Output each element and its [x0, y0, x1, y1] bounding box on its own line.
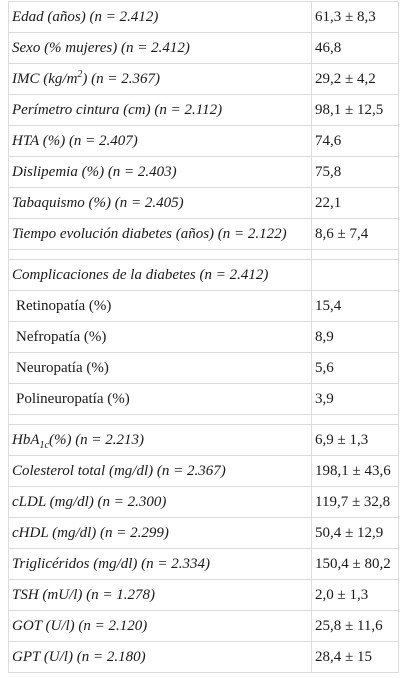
- row-label: Tabaquismo (%) (n = 2.405): [9, 188, 312, 219]
- row-value: 28,4 ± 15: [312, 642, 399, 673]
- row-value: 198,1 ± 43,6: [312, 456, 399, 487]
- row-value: 61,3 ± 8,3: [312, 2, 399, 33]
- table-row-polineuropatia: [9, 384, 399, 415]
- row-label: cLDL (mg/dl) (n = 2.300): [9, 487, 312, 518]
- hba1c-label-suffix: (%) (n = 2.213): [48, 431, 145, 448]
- row-value: 119,7 ± 32,8: [312, 487, 399, 518]
- table-row-tsh: [9, 580, 399, 611]
- table-row-cldl: [9, 487, 399, 518]
- row-value: 29,2 ± 4,2: [312, 64, 399, 95]
- row-label: Triglicéridos (mg/dl) (n = 2.334): [9, 549, 312, 580]
- hba1c-label-prefix: HbA: [12, 431, 40, 448]
- row-label: TSH (mU/l) (n = 1.278): [9, 580, 312, 611]
- imc-label-superscript: 2: [77, 68, 83, 80]
- row-label: GPT (U/l) (n = 2.180): [9, 642, 312, 673]
- row-value: 15,4: [312, 291, 399, 322]
- spacer-cell: [9, 415, 312, 425]
- table-row-nefropatia: [9, 322, 399, 353]
- imc-label-prefix: IMC (kg/m: [12, 70, 78, 87]
- imc-label-suffix: ) (n = 2.367): [82, 70, 161, 87]
- table-body: [9, 2, 399, 673]
- row-value: 75,8: [312, 157, 399, 188]
- row-label: Dislipemia (%) (n = 2.403): [9, 157, 312, 188]
- row-label: [9, 425, 312, 456]
- row-value: 150,4 ± 80,2: [312, 549, 399, 580]
- row-label: Perímetro cintura (cm) (n = 2.112): [9, 95, 312, 126]
- table-spacer-row: [9, 250, 399, 260]
- table-row-got: [9, 611, 399, 642]
- table-row-tiempo-evolucion: [9, 219, 399, 250]
- table-row-trigliceridos: [9, 549, 399, 580]
- table-row-hta: [9, 126, 399, 157]
- section-header-label: Complicaciones de la diabetes (n = 2.412): [9, 260, 312, 291]
- row-value: 3,9: [312, 384, 399, 415]
- table-row-neuropatia: [9, 353, 399, 384]
- row-label: GOT (U/l) (n = 2.120): [9, 611, 312, 642]
- table-row-imc: [9, 64, 399, 95]
- spacer-cell: [312, 250, 399, 260]
- row-value: 74,6: [312, 126, 399, 157]
- table-row-gpt: [9, 642, 399, 673]
- table-row-hba1c: [9, 425, 399, 456]
- spacer-cell: [9, 250, 312, 260]
- row-value: 46,8: [312, 33, 399, 64]
- row-value: 2,0 ± 1,3: [312, 580, 399, 611]
- row-value: 22,1: [312, 188, 399, 219]
- row-label: [9, 64, 312, 95]
- row-value: 6,9 ± 1,3: [312, 425, 399, 456]
- table-row-edad: [9, 2, 399, 33]
- row-label: Nefropatía (%): [9, 322, 312, 353]
- table-row-chdl: [9, 518, 399, 549]
- table-row-sexo: [9, 33, 399, 64]
- spacer-cell: [312, 415, 399, 425]
- row-value: 25,8 ± 11,6: [312, 611, 399, 642]
- table-row-perimetro: [9, 95, 399, 126]
- row-label: cHDL (mg/dl) (n = 2.299): [9, 518, 312, 549]
- row-label: Colesterol total (mg/dl) (n = 2.367): [9, 456, 312, 487]
- row-value: 8,6 ± 7,4: [312, 219, 399, 250]
- row-value: 8,9: [312, 322, 399, 353]
- row-label: Edad (años) (n = 2.412): [9, 2, 312, 33]
- table-row-tabaquismo: [9, 188, 399, 219]
- row-label: HTA (%) (n = 2.407): [9, 126, 312, 157]
- table-row-retinopatia: [9, 291, 399, 322]
- row-label: Polineuropatía (%): [9, 384, 312, 415]
- clinical-characteristics-table-container: [8, 1, 398, 673]
- clinical-characteristics-table: [8, 1, 399, 673]
- section-header-value: [312, 260, 399, 291]
- row-label: Tiempo evolución diabetes (años) (n = 2.122): [9, 219, 312, 250]
- row-label: Sexo (% mujeres) (n = 2.412): [9, 33, 312, 64]
- row-label: Retinopatía (%): [9, 291, 312, 322]
- row-value: 5,6: [312, 353, 399, 384]
- table-row-dislipemia: [9, 157, 399, 188]
- table-row-complicaciones-header: [9, 260, 399, 291]
- table-spacer-row: [9, 415, 399, 425]
- table-row-colesterol-total: [9, 456, 399, 487]
- row-value: 98,1 ± 12,5: [312, 95, 399, 126]
- row-value: 50,4 ± 12,9: [312, 518, 399, 549]
- hba1c-label-subscript: 1c: [39, 439, 49, 451]
- row-label: Neuropatía (%): [9, 353, 312, 384]
